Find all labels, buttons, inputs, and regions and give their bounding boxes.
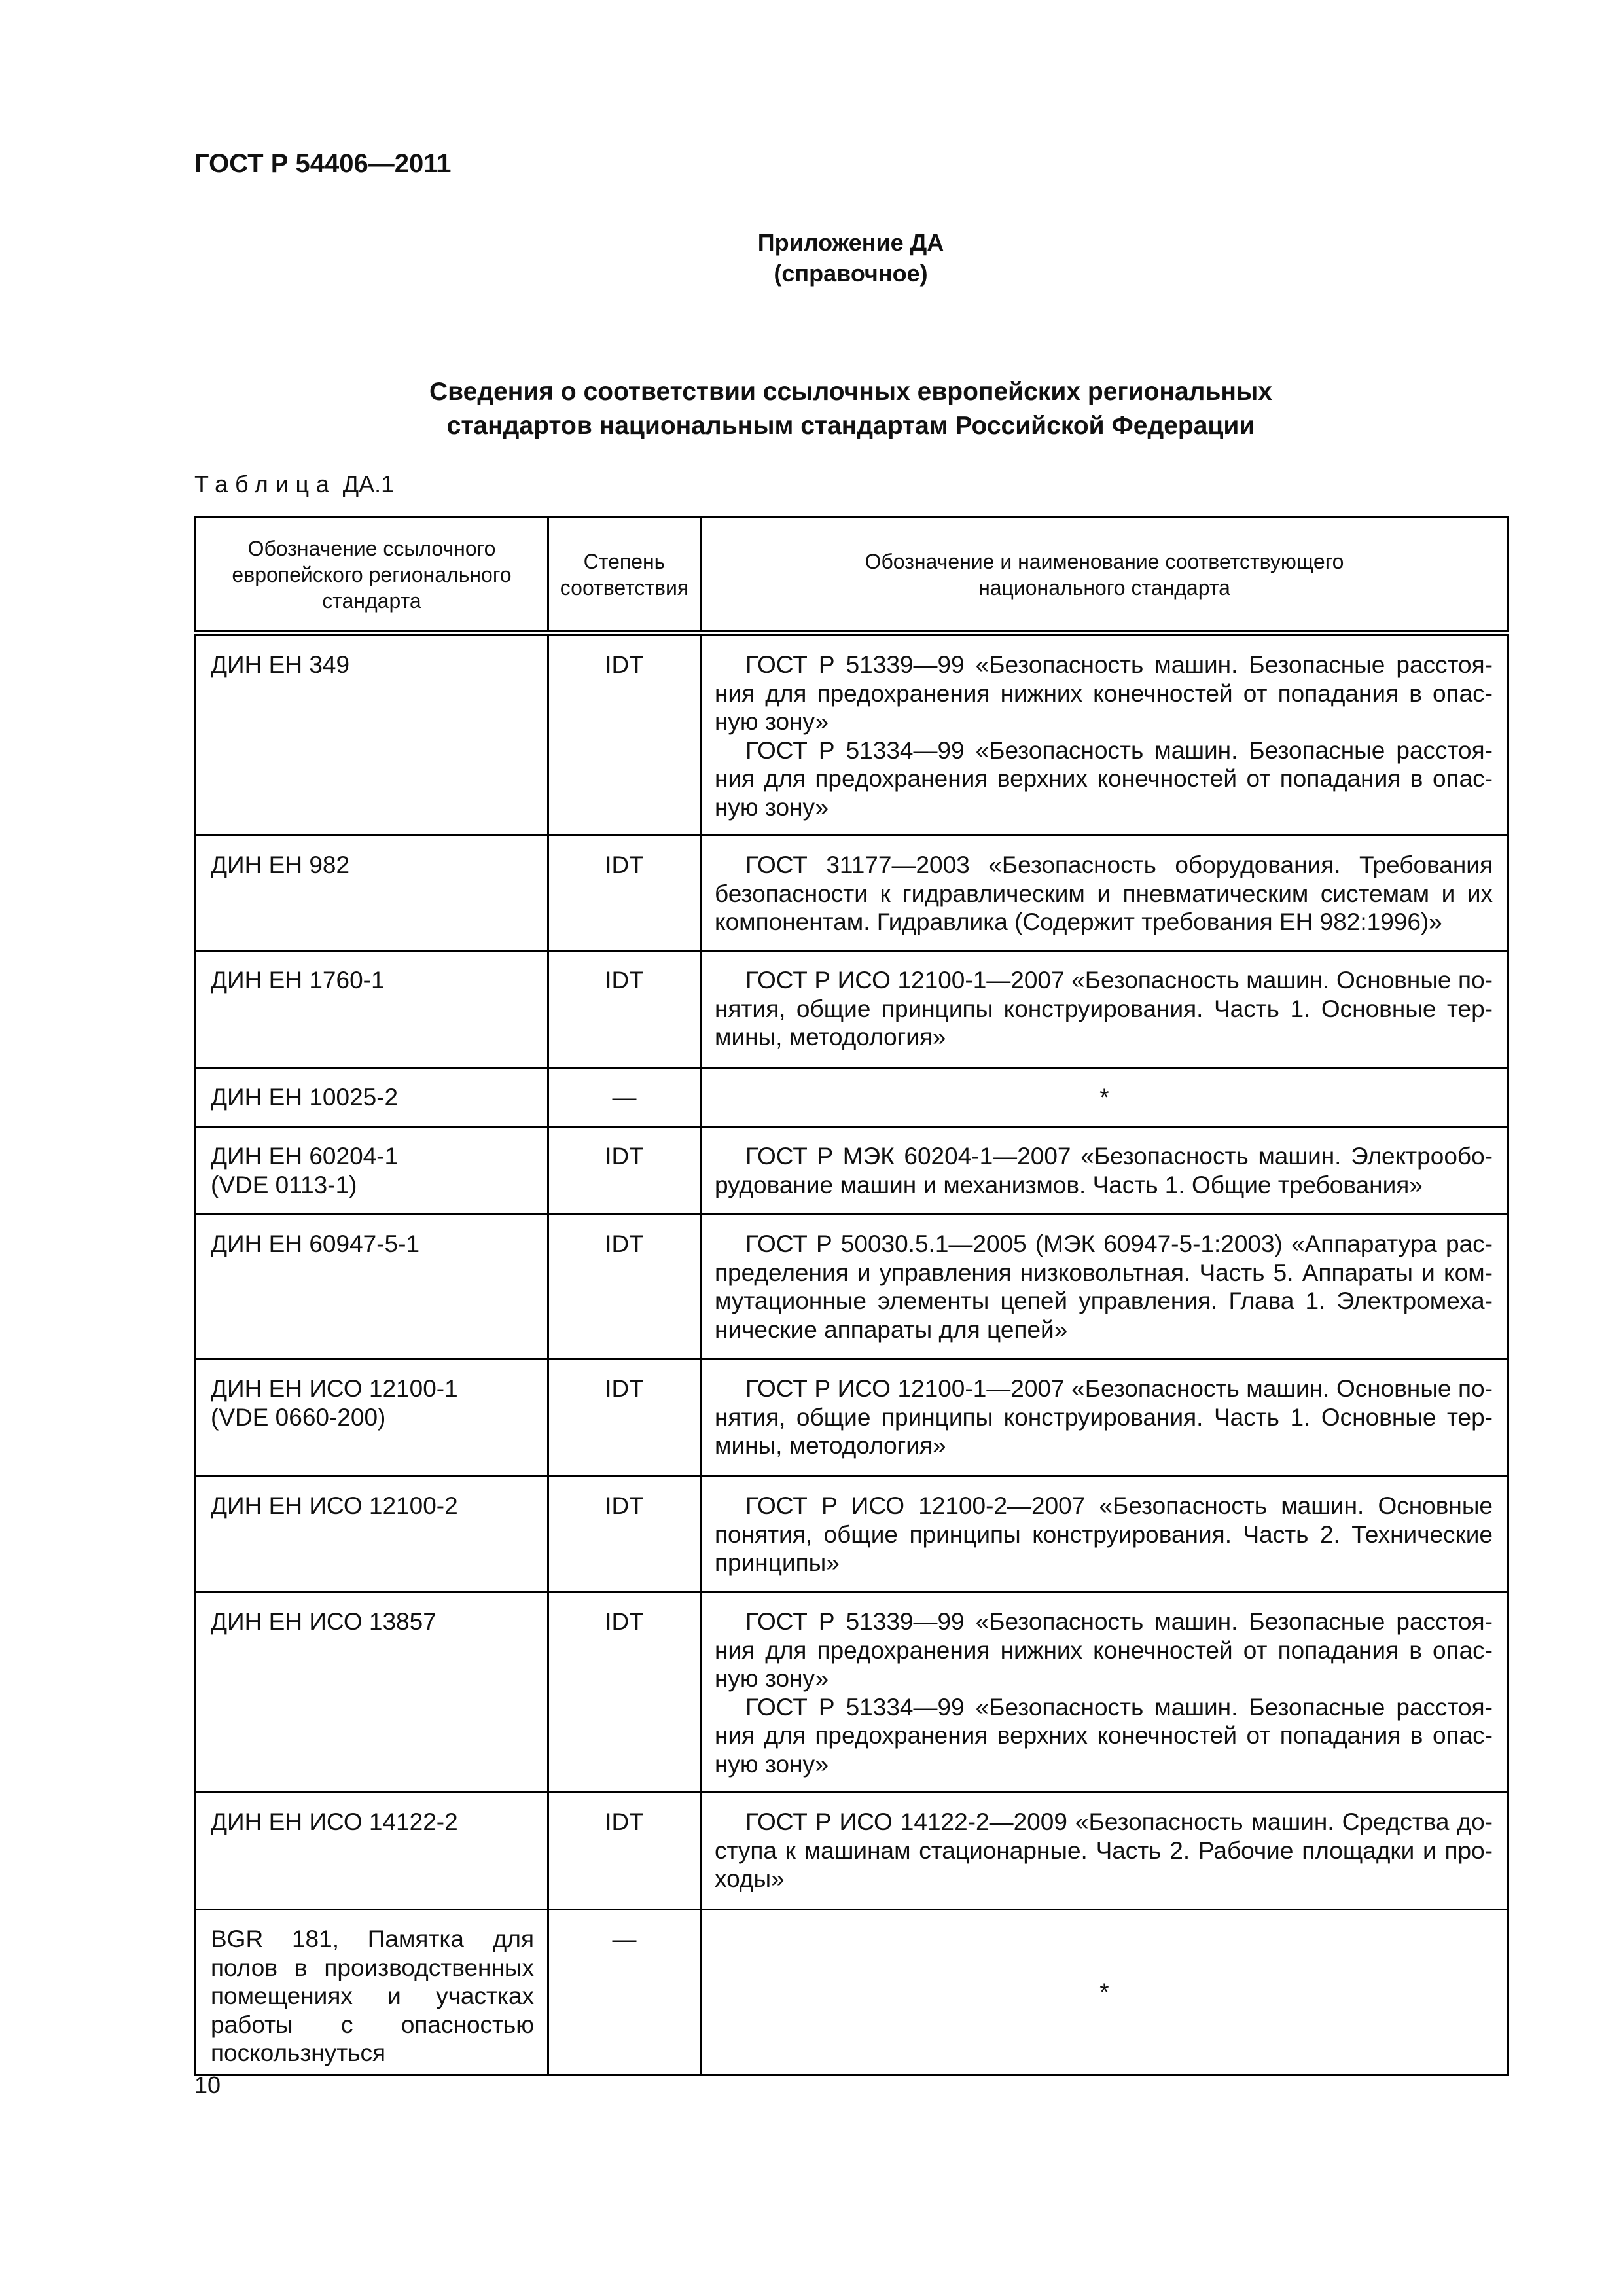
designation-cell: ДИН ЕН ИСО 12100-1 (VDE 0660-200) bbox=[196, 1359, 548, 1477]
designation-cell: ДИН ЕН ИСО 13857 bbox=[196, 1592, 548, 1793]
degree-cell: IDT bbox=[548, 1592, 701, 1793]
table-row bbox=[196, 1910, 1508, 2075]
national-standard-text: ГОСТ Р 51334—99 «Безопасность машин. Безопасные расстояния для предохранения верхних конечностей от попадания в опасную зону» bbox=[715, 1693, 1493, 1778]
designation-cell: BGR 181, Памятка для полов в производственных помещениях и участках работы с опасностью поскользнуться bbox=[196, 1910, 548, 2075]
national-standard-cell bbox=[701, 1215, 1508, 1359]
national-standard-text: ГОСТ Р 51339—99 «Безопасность машин. Безопасные расстояния для предохранения нижних конечностей от попадания в опасную зону» bbox=[715, 1608, 1493, 1692]
section-heading bbox=[194, 375, 1507, 443]
degree-cell: IDT bbox=[548, 836, 701, 951]
national-standard-text: ГОСТ Р 51334—99 «Безопасность машин. Безопасные расстояния для предохранения верхних конечностей от попадания в опасную зону» bbox=[715, 736, 1493, 821]
document-code: ГОСТ Р 54406—2011 bbox=[194, 149, 452, 178]
national-standard-text: ГОСТ Р ИСО 14122-2—2009 «Безопасность машин. Средства доступа к машинам стационарные. Часть 2. Рабочие площадки и проходы» bbox=[715, 1808, 1493, 1892]
table-caption-label: Таблица bbox=[194, 471, 336, 497]
table-row bbox=[196, 1215, 1508, 1359]
table-row bbox=[196, 1477, 1508, 1592]
page-number: 10 bbox=[194, 2072, 221, 2098]
degree-cell: — bbox=[548, 1068, 701, 1127]
national-standard-cell bbox=[701, 1477, 1508, 1592]
no-equivalent-mark: * bbox=[1099, 1083, 1109, 1111]
table-header-row bbox=[196, 518, 1508, 634]
national-standard-cell bbox=[701, 634, 1508, 836]
designation-cell: ДИН ЕН 982 bbox=[196, 836, 548, 951]
heading-line-1: Сведения о соответствии ссылочных европейских региональных bbox=[429, 378, 1272, 406]
heading-line-2: стандартов национальным стандартам Российской Федерации bbox=[446, 412, 1255, 440]
table-row bbox=[196, 1592, 1508, 1793]
table-row bbox=[196, 1127, 1508, 1215]
table-row bbox=[196, 634, 1508, 836]
national-standard-text: ГОСТ Р ИСО 12100-1—2007 «Безопасность машин. Основные понятия, общие принципы конструирования. Часть 1. Основные термины, методология» bbox=[715, 967, 1493, 1050]
degree-cell: — bbox=[548, 1910, 701, 2075]
annex-block bbox=[194, 227, 1507, 289]
national-standard-cell bbox=[701, 1910, 1508, 2075]
national-standard-cell bbox=[701, 1127, 1508, 1215]
table-row bbox=[196, 951, 1508, 1068]
national-standard-cell bbox=[701, 951, 1508, 1068]
national-standard-cell bbox=[701, 1592, 1508, 1793]
national-standard-text: ГОСТ Р ИСО 12100-2—2007 «Безопасность машин. Основные понятия, общие принципы конструирования. Часть 2. Технические принципы» bbox=[715, 1492, 1493, 1576]
designation-cell: ДИН ЕН 60947-5-1 bbox=[196, 1215, 548, 1359]
degree-cell: IDT bbox=[548, 1215, 701, 1359]
national-standard-cell bbox=[701, 1793, 1508, 1910]
table-row bbox=[196, 836, 1508, 951]
degree-cell: IDT bbox=[548, 1477, 701, 1592]
header-reference-designation: Обозначение ссылочного европейского регионального стандарта bbox=[196, 518, 548, 634]
degree-cell: IDT bbox=[548, 1793, 701, 1910]
header-degree-of-conformity: Степень соответствия bbox=[548, 518, 701, 634]
table-row bbox=[196, 1068, 1508, 1127]
national-standard-text: ГОСТ Р МЭК 60204-1—2007 «Безопасность машин. Электрооборудование машин и механизмов. Часть 1. Общие требования» bbox=[715, 1143, 1493, 1198]
header-national-standard: Обозначение и наименование соответствующего национального стандарта bbox=[701, 518, 1508, 634]
designation-cell: ДИН ЕН 1760-1 bbox=[196, 951, 548, 1068]
table-caption-number: ДА.1 bbox=[342, 471, 395, 497]
national-standard-cell bbox=[701, 836, 1508, 951]
table-body bbox=[196, 634, 1508, 2075]
designation-cell: ДИН ЕН 60204-1 (VDE 0113-1) bbox=[196, 1127, 548, 1215]
degree-cell: IDT bbox=[548, 1127, 701, 1215]
degree-cell: IDT bbox=[548, 1359, 701, 1477]
designation-cell: ДИН ЕН ИСО 12100-2 bbox=[196, 1477, 548, 1592]
degree-cell: IDT bbox=[548, 951, 701, 1068]
degree-cell: IDT bbox=[548, 634, 701, 836]
designation-cell: ДИН ЕН ИСО 14122-2 bbox=[196, 1793, 548, 1910]
correspondence-table bbox=[194, 516, 1509, 2076]
table-row bbox=[196, 1359, 1508, 1477]
table-caption bbox=[194, 470, 394, 499]
national-standard-text: ГОСТ Р 50030.5.1—2005 (МЭК 60947-5-1:2003) «Аппаратура распределения и управления низковольтная. Часть 5. Аппараты и коммутационные элементы цепей управления. Глава 1. Электромеханические аппараты для цепей» bbox=[715, 1230, 1493, 1343]
national-standard-cell bbox=[701, 1359, 1508, 1477]
designation-cell: ДИН ЕН 349 bbox=[196, 634, 548, 836]
annex-title: Приложение ДА bbox=[757, 229, 944, 256]
national-standard-text: ГОСТ Р ИСО 12100-1—2007 «Безопасность машин. Основные понятия, общие принципы конструирования. Часть 1. Основные термины, методология» bbox=[715, 1375, 1493, 1459]
annex-status: (справочное) bbox=[774, 260, 928, 287]
designation-cell: ДИН ЕН 10025-2 bbox=[196, 1068, 548, 1127]
no-equivalent-mark: * bbox=[1099, 1979, 1109, 2005]
national-standard-text: ГОСТ Р 51339—99 «Безопасность машин. Безопасные расстояния для предохранения нижних конечностей от попадания в опасную зону» bbox=[715, 651, 1493, 735]
table-row bbox=[196, 1793, 1508, 1910]
national-standard-text: ГОСТ 31177—2003 «Безопасность оборудования. Требования безопасности к гидравлическим и пневматическим системам и их компонентам. Гидравлика (Содержит требования ЕН 982:1996)» bbox=[715, 852, 1493, 935]
national-standard-cell bbox=[701, 1068, 1508, 1127]
